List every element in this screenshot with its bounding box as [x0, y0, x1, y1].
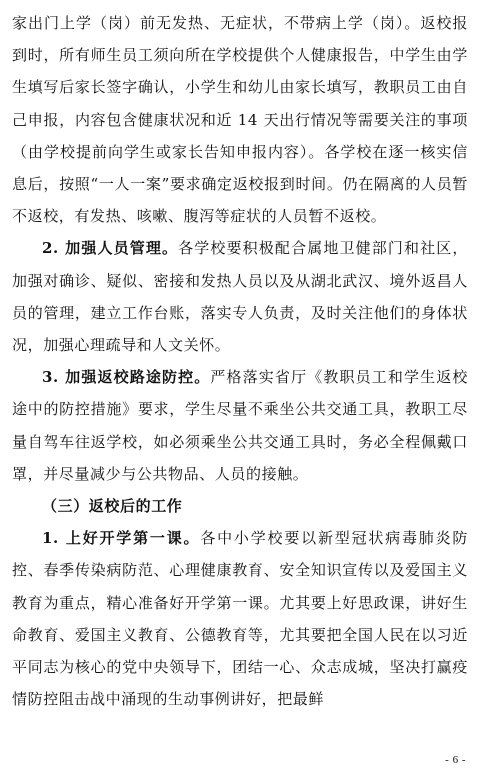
paragraph-return-health-report: [12, 7, 468, 232]
page-number: - 6 -: [445, 754, 466, 766]
paragraph-text: 各中小学校要以新型冠状病毒肺炎防控、春季传染病防范、心理健康教育、安全知识宣传以及爱国主义教育为重点，精心准备好开学第一课。尤其要上好思政课，讲好生命教育、爱国主义教育、公德教育等，尤其要把全国人民在以习近平同志为核心的党中央领导下，团结一心、众志成城，坚决打赢疫情防控阻击战中涌现的生动事例讲好，把最鲜: [12, 529, 468, 709]
paragraph-lead: 1. 上好开学第一课。: [42, 529, 201, 548]
paragraph-first-lesson: [12, 522, 468, 715]
paragraph-personnel-management: [12, 232, 468, 361]
section-heading-after-return: （三）返校后的工作: [42, 497, 183, 516]
paragraph-travel-prevention: [12, 361, 468, 490]
paragraph-text: 各学校要积极配合属地卫健部门和社区，加强对确诊、疑似、密接和发热人员以及从湖北武汉、境外返昌人员的管理，建立工作台账，落实专人负责，及时关注他们的身体状况，加强心理疏导和人文关怀。: [12, 239, 468, 355]
paragraph-text: 家出门上学（岗）前无发热、无症状，不带病上学（岗）。返校报到时，所有师生员工须向所在学校提供个人健康报告，中学生由学生填写后家长签字确认，小学生和幼儿由家长填写，教职员工由自己申报，内容包含健康状况和近 14 天出行情况等需要关注的事项（由学校提前向学生或家长告知申报内容）。各学校在逐一核实信息后，按照“一人一案”要求确定返校报到时间。仍在隔离的人员暂不返校，有发热、咳嗽、腹泻等症状的人员暂不返校。: [12, 14, 468, 226]
paragraph-lead: 3. 加强返校路途防控。: [42, 368, 211, 387]
paragraph-lead: 2. 加强人员管理。: [42, 239, 179, 258]
paragraph-text: 严格落实省厅《教职员工和学生返校途中的防控措施》要求，学生尽量不乘坐公共交通工具，教职工尽量自驾车往返学校，如必须乘坐公共交通工具时，务必全程佩戴口罩，并尽量减少与公共物品、人员的接触。: [12, 368, 468, 483]
